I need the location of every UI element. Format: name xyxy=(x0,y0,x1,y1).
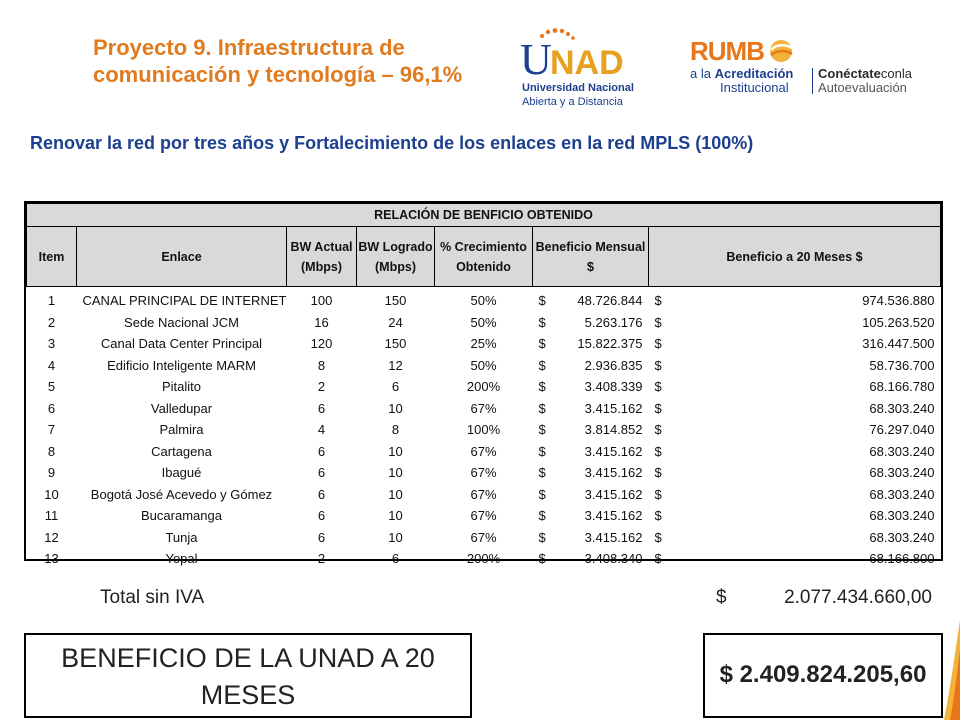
cell-item: 11 xyxy=(44,508,59,524)
cell-item: 4 xyxy=(47,357,56,373)
cell-currency-symbol: $ xyxy=(654,379,662,395)
table-row xyxy=(27,312,941,334)
cell-crecimiento: 25% xyxy=(470,336,497,352)
cell-bw-logrado: 6 xyxy=(391,379,400,395)
cell-currency-symbol: $ xyxy=(538,336,546,352)
cell-item: 3 xyxy=(47,336,56,352)
cell-beneficio-mensual: 3.814.852 xyxy=(584,422,643,438)
cell-crecimiento: 67% xyxy=(470,400,497,416)
cell-beneficio-mensual: 3.415.162 xyxy=(584,486,643,502)
cell-beneficio-mensual: 3.415.162 xyxy=(584,465,643,481)
cell-item: 12 xyxy=(44,529,59,545)
total-value: 2.077.434.660,00 xyxy=(784,587,932,608)
cell-crecimiento: 50% xyxy=(470,314,497,330)
cell-item: 13 xyxy=(44,551,59,567)
cell-beneficio-20-meses: 316.447.500 xyxy=(862,336,935,352)
cell-bw-actual: 6 xyxy=(317,529,326,545)
table-row xyxy=(27,548,941,570)
table-body xyxy=(27,287,941,570)
cell-currency-symbol: $ xyxy=(654,508,662,524)
rumbo-right1-rest: conla xyxy=(880,66,912,81)
rumbo-right1-bold: Conéctate xyxy=(818,66,881,81)
rumbo-line1-prefix: a la xyxy=(690,66,715,81)
rumbo-right-line1 xyxy=(818,66,912,81)
cell-beneficio-mensual: 2.936.835 xyxy=(584,357,643,373)
benefit-table xyxy=(24,201,943,567)
table-row xyxy=(27,376,941,398)
cell-bw-actual: 120 xyxy=(310,336,333,352)
cell-enlace: Canal Data Center Principal xyxy=(100,336,263,352)
unad-logo xyxy=(518,18,648,108)
cell-currency-symbol: $ xyxy=(654,400,662,416)
table-row xyxy=(27,333,941,355)
cell-beneficio-mensual: 15.822.375 xyxy=(577,336,643,352)
rumbo-line1-bold: Acreditación xyxy=(714,66,794,81)
benefit-label-box: BENEFICIO DE LA UNAD A 20 MESES xyxy=(24,633,472,718)
cell-bw-actual: 6 xyxy=(317,508,326,524)
rumbo-swirl-icon xyxy=(768,38,794,64)
cell-beneficio-20-meses: 68.303.240 xyxy=(869,443,935,459)
rumbo-wordmark: RUMB xyxy=(690,36,764,66)
cell-bw-actual: 8 xyxy=(317,357,326,373)
cell-bw-actual: 6 xyxy=(317,486,326,502)
cell-bw-logrado: 150 xyxy=(384,336,407,352)
table-caption: RELACIÓN DE BENFICIO OBTENIDO xyxy=(27,204,941,227)
cell-currency-symbol: $ xyxy=(654,529,662,545)
rumbo-line2: Institucional xyxy=(720,80,789,95)
cell-crecimiento: 200% xyxy=(466,379,501,395)
cell-bw-logrado: 10 xyxy=(388,465,403,481)
cell-enlace: Valledupar xyxy=(150,400,213,416)
cell-beneficio-20-meses: 68.166.800 xyxy=(869,551,935,567)
svg-text:U: U xyxy=(520,35,552,76)
header-bw-actual: BW Actual (Mbps) xyxy=(287,227,357,287)
cell-beneficio-20-meses: 68.303.240 xyxy=(869,529,935,545)
cell-currency-symbol: $ xyxy=(538,400,546,416)
cell-currency-symbol: $ xyxy=(538,293,546,309)
slide-subtitle: Renovar la red por tres años y Fortalecimiento de los enlaces en la red MPLS (100%) xyxy=(30,133,754,153)
cell-currency-symbol: $ xyxy=(654,293,662,309)
cell-crecimiento: 67% xyxy=(470,508,497,524)
cell-enlace: Pitalito xyxy=(161,379,202,395)
cell-currency-symbol: $ xyxy=(538,357,546,373)
cell-beneficio-mensual: 3.415.162 xyxy=(584,443,643,459)
cell-enlace: CANAL PRINCIPAL DE INTERNET xyxy=(82,293,287,309)
header-bw-logrado: BW Logrado (Mbps) xyxy=(357,227,435,287)
cell-item: 1 xyxy=(47,293,56,309)
cell-enlace: Bucaramanga xyxy=(141,508,222,524)
cell-item: 10 xyxy=(44,486,59,502)
unad-logo-line2: Abierta y a Distancia xyxy=(522,96,623,108)
cell-beneficio-20-meses: 58.736.700 xyxy=(869,357,935,373)
cell-bw-logrado: 12 xyxy=(388,357,403,373)
table-row xyxy=(27,355,941,377)
rumbo-logo xyxy=(690,36,930,100)
cell-beneficio-20-meses: 76.297.040 xyxy=(869,422,935,438)
cell-currency-symbol: $ xyxy=(654,486,662,502)
cell-enlace: Sede Nacional JCM xyxy=(124,314,239,330)
cell-currency-symbol: $ xyxy=(538,422,546,438)
header-crecimiento: % Crecimiento Obtenido xyxy=(435,227,533,287)
table-row xyxy=(27,287,941,312)
rumbo-line1 xyxy=(690,66,793,81)
cell-currency-symbol: $ xyxy=(538,508,546,524)
cell-beneficio-20-meses: 68.303.240 xyxy=(869,400,935,416)
cell-currency-symbol: $ xyxy=(654,422,662,438)
cell-beneficio-mensual: 5.263.176 xyxy=(584,314,643,330)
cell-currency-symbol: $ xyxy=(538,486,546,502)
svg-text:NAD: NAD xyxy=(550,44,624,76)
cell-crecimiento: 100% xyxy=(466,422,501,438)
cell-beneficio-20-meses: 68.166.780 xyxy=(869,379,935,395)
cell-bw-logrado: 24 xyxy=(388,314,403,330)
rumbo-right-line2: Autoevaluación xyxy=(818,80,907,95)
cell-bw-actual: 6 xyxy=(317,400,326,416)
cell-enlace: Palmira xyxy=(159,422,204,438)
cell-bw-logrado: 150 xyxy=(384,293,407,309)
cell-currency-symbol: $ xyxy=(538,379,546,395)
table-row xyxy=(27,484,941,506)
cell-crecimiento: 50% xyxy=(470,293,497,309)
cell-currency-symbol: $ xyxy=(538,314,546,330)
cell-currency-symbol: $ xyxy=(538,529,546,545)
cell-currency-symbol: $ xyxy=(654,357,662,373)
cell-bw-logrado: 10 xyxy=(388,508,403,524)
table-row xyxy=(27,527,941,549)
cell-crecimiento: 200% xyxy=(466,551,501,567)
cell-crecimiento: 67% xyxy=(470,486,497,502)
cell-currency-symbol: $ xyxy=(654,551,662,567)
cell-beneficio-20-meses: 68.303.240 xyxy=(869,465,935,481)
cell-beneficio-20-meses: 105.263.520 xyxy=(862,314,935,330)
cell-currency-symbol: $ xyxy=(538,443,546,459)
cell-bw-actual: 2 xyxy=(317,551,326,567)
cell-beneficio-20-meses: 68.303.240 xyxy=(869,486,935,502)
cell-beneficio-mensual: 3.408.340 xyxy=(584,551,643,567)
table-row xyxy=(27,398,941,420)
cell-bw-actual: 100 xyxy=(310,293,333,309)
cell-item: 6 xyxy=(47,400,56,416)
cell-bw-logrado: 8 xyxy=(391,422,400,438)
cell-currency-symbol: $ xyxy=(538,551,546,567)
cell-enlace: Bogotá José Acevedo y Gómez xyxy=(90,486,273,502)
table-row xyxy=(27,462,941,484)
cell-item: 2 xyxy=(47,314,56,330)
cell-beneficio-mensual: 3.415.162 xyxy=(584,529,643,545)
cell-bw-actual: 6 xyxy=(317,443,326,459)
cell-beneficio-mensual: 3.408.339 xyxy=(584,379,643,395)
cell-crecimiento: 67% xyxy=(470,443,497,459)
cell-bw-actual: 16 xyxy=(314,314,329,330)
header-item: Item xyxy=(27,227,77,287)
benefit-value-box: $ 2.409.824.205,60 xyxy=(703,633,943,718)
cell-crecimiento: 67% xyxy=(470,529,497,545)
cell-currency-symbol: $ xyxy=(654,314,662,330)
cell-currency-symbol: $ xyxy=(654,443,662,459)
cell-currency-symbol: $ xyxy=(654,336,662,352)
cell-enlace: Cartagena xyxy=(151,443,212,459)
cell-beneficio-20-meses: 974.536.880 xyxy=(862,293,935,309)
cell-enlace: Yopal xyxy=(165,551,198,567)
header-beneficio-20-meses: Beneficio a 20 Meses $ xyxy=(649,227,941,287)
unad-logo-line1: Universidad Nacional xyxy=(522,82,634,94)
table-row xyxy=(27,505,941,527)
cell-bw-actual: 4 xyxy=(317,422,326,438)
cell-bw-logrado: 10 xyxy=(388,443,403,459)
cell-item: 7 xyxy=(47,422,56,438)
cell-bw-actual: 6 xyxy=(317,465,326,481)
cell-currency-symbol: $ xyxy=(538,465,546,481)
header-beneficio-mensual: Beneficio Mensual $ xyxy=(533,227,649,287)
cell-enlace: Tunja xyxy=(165,529,198,545)
table-row xyxy=(27,441,941,463)
cell-beneficio-mensual: 3.415.162 xyxy=(584,508,643,524)
cell-bw-logrado: 10 xyxy=(388,486,403,502)
cell-bw-logrado: 10 xyxy=(388,529,403,545)
corner-decoration-icon xyxy=(944,620,960,720)
cell-beneficio-mensual: 48.726.844 xyxy=(577,293,643,309)
cell-item: 8 xyxy=(47,443,56,459)
cell-bw-actual: 2 xyxy=(317,379,326,395)
cell-item: 9 xyxy=(47,465,56,481)
cell-enlace: Edificio Inteligente MARM xyxy=(107,357,256,373)
total-currency-symbol: $ xyxy=(716,587,727,608)
unad-wordmark-icon xyxy=(518,28,640,76)
cell-currency-symbol: $ xyxy=(654,465,662,481)
cell-crecimiento: 50% xyxy=(470,357,497,373)
cell-bw-logrado: 10 xyxy=(388,400,403,416)
cell-beneficio-mensual: 3.415.162 xyxy=(584,400,643,416)
total-label: Total sin IVA xyxy=(100,587,205,608)
cell-enlace: Ibagué xyxy=(161,465,202,481)
cell-bw-logrado: 6 xyxy=(391,551,400,567)
cell-crecimiento: 67% xyxy=(470,465,497,481)
cell-beneficio-20-meses: 68.303.240 xyxy=(869,508,935,524)
cell-item: 5 xyxy=(47,379,56,395)
rumbo-divider xyxy=(812,68,813,94)
slide-title: Proyecto 9. Infraestructura de comunicación y tecnología – 96,1% xyxy=(93,35,463,87)
table-row xyxy=(27,419,941,441)
header-enlace: Enlace xyxy=(77,227,287,287)
